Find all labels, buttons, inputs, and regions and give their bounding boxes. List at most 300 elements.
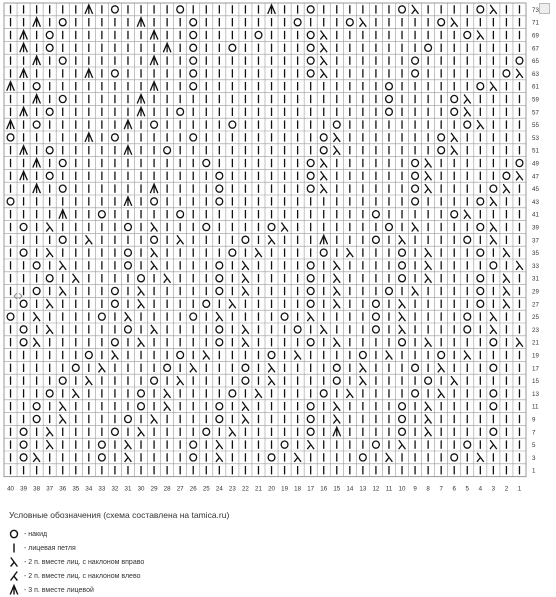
stitch-cell [412, 364, 419, 371]
stitch-cell [412, 70, 419, 77]
expand-handle-icon[interactable]: ‹› [13, 287, 23, 304]
stitch-cell [333, 274, 340, 283]
column-number: 34 [85, 485, 93, 493]
stitch-cell [216, 440, 223, 449]
stitch-cell [373, 300, 380, 307]
stitch-cell [59, 402, 66, 411]
stitch-cell [425, 248, 432, 257]
stitch-cell [516, 69, 523, 78]
stitch-cell [112, 134, 119, 141]
row-number: 35 [532, 250, 539, 258]
stitch-cell [399, 249, 406, 256]
stitch-cell [20, 428, 27, 435]
stitch-cell [216, 312, 223, 321]
stitch-cell [138, 287, 145, 296]
stitch-cell [7, 313, 14, 320]
stitch-cell [373, 326, 380, 333]
stitch-cell [294, 326, 301, 333]
legend-item [8, 527, 47, 541]
row-number: 65 [532, 58, 539, 66]
stitch-cell [425, 427, 432, 436]
stitch-cell [490, 235, 497, 244]
stitch-cell [59, 95, 66, 102]
stitch-cell [307, 57, 314, 64]
stitch-cell [151, 377, 158, 384]
row-number: 13 [532, 390, 539, 398]
stitch-cell [59, 287, 66, 296]
stitch-cell [451, 133, 458, 142]
row-number: 69 [532, 32, 539, 40]
stitch-cell [490, 339, 497, 346]
stitch-cell [503, 287, 510, 296]
stitch-cell [464, 441, 471, 448]
stitch-cell [399, 235, 406, 244]
stitch-cell [490, 325, 497, 334]
stitch-cell [464, 107, 471, 116]
stitch-cell [268, 223, 275, 230]
stitch-cell [307, 275, 314, 282]
stitch-cell [46, 223, 53, 232]
column-number: 14 [346, 485, 354, 493]
stitch-cell [112, 287, 119, 294]
stitch-cell [125, 415, 132, 422]
stitch-cell [151, 261, 158, 270]
stitch-cell [33, 121, 40, 128]
stitch-cell [307, 287, 314, 294]
stitch-cell [46, 275, 53, 282]
stitch-cell [320, 325, 327, 334]
stitch-cell [320, 249, 327, 256]
stitch-cell [425, 171, 432, 180]
stitch-cell [320, 56, 327, 65]
row-number: 7 [532, 429, 536, 437]
row-number: 67 [532, 45, 539, 53]
stitch-cell [20, 223, 27, 230]
stitch-cell [255, 248, 262, 257]
legend-label: - 2 п. вместе лиц. с наклоном влево [24, 572, 141, 580]
stitch-cell [477, 453, 484, 462]
stitch-cell [33, 262, 40, 269]
stitch-cell [477, 6, 484, 13]
stitch-cell [138, 338, 145, 347]
stitch-cell [20, 441, 27, 448]
stitch-cell [255, 389, 262, 398]
stitch-cell [425, 159, 432, 168]
stitch-cell [138, 275, 145, 282]
stitch-cell [125, 326, 132, 333]
stitch-cell [229, 299, 236, 308]
stitch-cell [112, 6, 119, 13]
stitch-cell [307, 172, 314, 179]
column-number: 39 [20, 485, 28, 493]
stitch-cell [7, 120, 15, 129]
stitch-cell [190, 454, 197, 461]
row-number: 31 [532, 275, 539, 283]
stitch-cell [438, 134, 445, 141]
stitch-cell [412, 172, 419, 179]
stitch-cell [477, 300, 484, 307]
row-number: 49 [532, 160, 539, 168]
column-number: 17 [307, 485, 315, 493]
stitch-cell [464, 31, 471, 38]
stitch-cell [451, 108, 458, 115]
stitch-cell [425, 402, 432, 411]
stitch-cell [451, 146, 458, 155]
stitch-cell [46, 172, 53, 179]
stitch-cell [46, 44, 53, 51]
legend-label: - 2 п. вместе лиц. с наклоном вправо [24, 558, 145, 566]
stitch-cell [242, 274, 249, 283]
column-number: 12 [372, 485, 380, 493]
column-number: 19 [281, 485, 289, 493]
stitch-cell [216, 275, 223, 282]
column-number: 1 [517, 485, 522, 493]
stitch-cell [333, 377, 340, 384]
stitch-cell [216, 326, 223, 333]
stitch-cell [125, 453, 132, 462]
stitch-cell [20, 107, 28, 116]
stitch-cell [164, 402, 171, 411]
row-number: 55 [532, 122, 539, 130]
stitch-cell [124, 197, 132, 206]
k2tog-right-icon [8, 555, 20, 569]
stitch-cell [177, 235, 184, 244]
stitch-cell [386, 351, 393, 360]
stitch-cell [242, 364, 249, 371]
row-number: 43 [532, 198, 539, 206]
stitch-cell [33, 184, 41, 193]
stitch-cell [503, 184, 510, 193]
stitch-cell [333, 338, 340, 347]
stitch-cell [359, 351, 366, 358]
row-number: 71 [532, 19, 539, 27]
stitch-cell [490, 5, 497, 14]
stitch-cell [490, 390, 497, 397]
stitch-cell [373, 313, 380, 320]
stitch-cell [177, 211, 184, 218]
stitch-cell [216, 403, 223, 410]
column-number: 5 [465, 485, 470, 493]
stitch-cell [294, 453, 301, 462]
stitch-cell [320, 235, 328, 244]
stitch-cell [399, 299, 406, 308]
stitch-cell [98, 211, 105, 218]
stitch-cell [503, 70, 510, 77]
stitch-cell [438, 147, 445, 154]
stitch-cell [477, 287, 484, 294]
stitch-cell [451, 18, 458, 27]
stitch-cell [503, 274, 510, 283]
stitch-cell [307, 403, 314, 410]
row-number: 23 [532, 326, 539, 334]
column-number: 9 [413, 485, 417, 493]
row-number: 63 [532, 70, 539, 78]
column-number: 29 [150, 485, 158, 493]
stitch-cell [216, 415, 223, 422]
stitch-cell [386, 287, 393, 294]
stitch-cell [20, 326, 27, 333]
stitch-cell [516, 171, 523, 180]
stitch-cell [203, 159, 210, 166]
row-number: 29 [532, 288, 539, 296]
stitch-cell [190, 31, 197, 38]
stitch-cell [451, 376, 458, 385]
stitch-cell [477, 120, 484, 129]
stitch-cell [203, 300, 210, 307]
stitch-cell [229, 44, 236, 51]
stitch-cell [137, 95, 145, 104]
stitch-cell [320, 43, 327, 52]
stitch-cell [112, 351, 119, 360]
column-number: 27 [176, 485, 184, 493]
stitch-cell [399, 262, 406, 269]
stitch-cell [190, 134, 197, 141]
column-number: 2 [504, 485, 509, 493]
stitch-cell [438, 19, 445, 26]
stitch-cell [503, 172, 510, 179]
stitch-cell [307, 31, 314, 38]
stitch-cell [373, 211, 380, 218]
stitch-cell [333, 415, 340, 424]
stitch-cell [46, 440, 53, 449]
stitch-cell [190, 70, 197, 77]
stitch-cell [359, 454, 366, 461]
row-number: 25 [532, 314, 539, 322]
stitch-cell [320, 159, 327, 168]
stitch-cell [150, 31, 158, 40]
legend-item [8, 555, 144, 569]
column-number: 25 [202, 485, 210, 493]
stitch-cell [242, 338, 249, 347]
stitch-cell [203, 351, 210, 360]
stitch-cell [268, 376, 275, 385]
stitch-cell [281, 313, 288, 320]
stitch-cell [464, 236, 471, 243]
stitch-cell [20, 31, 28, 40]
column-number: 22 [241, 485, 249, 493]
yarn-over-icon [8, 527, 20, 541]
stitch-cell [516, 338, 523, 347]
stitch-cell [229, 249, 236, 256]
stitch-cell [7, 134, 14, 141]
row-number: 21 [532, 339, 539, 347]
stitch-cell [72, 364, 79, 371]
stitch-cell [59, 261, 66, 270]
row-number: 5 [532, 442, 536, 450]
row-number: 45 [532, 186, 539, 194]
stitch-cell [490, 364, 497, 371]
stitch-cell [281, 441, 288, 448]
stitch-cell [490, 82, 497, 91]
stitch-cell [138, 299, 145, 308]
stitch-cell [46, 390, 53, 397]
column-number: 38 [33, 485, 41, 493]
column-number: 26 [189, 485, 197, 493]
column-number: 37 [46, 485, 54, 493]
stitch-cell [294, 19, 301, 26]
row-number: 27 [532, 301, 539, 309]
row-number: 41 [532, 211, 539, 219]
column-number: 3 [491, 485, 496, 493]
stitch-cell [59, 210, 67, 219]
column-number: 7 [439, 485, 443, 493]
stitch-cell [451, 211, 458, 218]
stitch-cell [320, 134, 327, 141]
stitch-cell [138, 390, 145, 397]
legend-title: Условные обозначения (схема составлена на tamica.ru) [9, 510, 230, 520]
stitch-cell [33, 95, 41, 104]
stitch-cell [190, 44, 197, 51]
stitch-cell [216, 198, 223, 205]
stitch-cell [438, 363, 445, 372]
stitch-cell [307, 70, 314, 77]
stitch-cell [190, 19, 197, 26]
stitch-cell [333, 121, 340, 128]
column-number: 15 [333, 485, 341, 493]
k3tog-icon [8, 583, 20, 597]
stitch-cell [216, 453, 223, 462]
stitch-cell [20, 146, 28, 155]
stitch-cell [516, 261, 523, 270]
stitch-cell [399, 6, 406, 13]
stitch-cell [164, 147, 171, 154]
column-number: 20 [268, 485, 275, 493]
stitch-cell [85, 133, 93, 142]
stitch-cell [177, 376, 184, 385]
stitch-cell [516, 57, 523, 64]
row-number: 37 [532, 237, 539, 245]
column-number: 18 [294, 485, 302, 493]
row-number: 61 [532, 83, 539, 91]
stitch-cell [399, 440, 406, 449]
stitch-cell [125, 262, 132, 269]
stitch-cell [333, 402, 340, 411]
stitch-cell [320, 184, 327, 193]
stitch-cell [33, 453, 40, 462]
stitch-cell [20, 339, 27, 346]
stitch-cell [242, 236, 249, 243]
stitch-cell [399, 339, 406, 346]
legend-label: - 3 п. вместе лицевой [24, 586, 94, 594]
stitch-cell [307, 44, 314, 51]
stitch-cell [190, 363, 197, 372]
stitch-cell [216, 185, 223, 192]
row-number: 53 [532, 134, 539, 142]
stitch-cell [164, 389, 171, 398]
stitch-cell [399, 403, 406, 410]
stitch-cell [503, 248, 510, 257]
stitch-cell [59, 57, 66, 64]
stitch-cell [425, 338, 432, 347]
stitch-cell [33, 403, 40, 410]
stitch-cell [268, 363, 275, 372]
stitch-cell [333, 261, 340, 270]
stitch-cell [33, 415, 40, 422]
stitch-cell [190, 83, 197, 90]
stitch-cell [85, 351, 92, 358]
stitch-cell [216, 172, 223, 179]
stitch-cell [333, 133, 340, 142]
stitch-cell [333, 427, 341, 436]
stitch-cell [124, 120, 132, 129]
column-number: 33 [98, 485, 106, 493]
stitch-cell [33, 287, 40, 294]
stitch-cell [516, 159, 523, 166]
stitch-cell [137, 18, 145, 27]
stitch-cell [307, 185, 314, 192]
stitch-cell [59, 415, 66, 424]
stitch-cell [464, 210, 471, 219]
row-number: 33 [532, 262, 539, 270]
stitch-cell [177, 6, 184, 13]
stitch-cell [307, 415, 314, 422]
stitch-cell [490, 440, 497, 449]
stitch-cell [216, 339, 223, 346]
row-number: 19 [532, 352, 539, 360]
stitch-cell [112, 428, 119, 435]
stitch-cell [320, 69, 327, 78]
stitch-cell [425, 184, 432, 193]
column-number: 24 [215, 485, 223, 493]
column-number: 4 [478, 485, 483, 493]
stitch-cell [242, 415, 249, 424]
stitch-cell [151, 248, 158, 257]
stitch-cell [59, 159, 66, 166]
stitch-cell [412, 5, 419, 14]
stitch-cell [229, 427, 236, 436]
stitch-cell [477, 275, 484, 282]
stitch-cell [425, 261, 432, 270]
row-number: 59 [532, 96, 539, 104]
stitch-cell [20, 454, 27, 461]
stitch-cell [20, 43, 28, 52]
stitch-cell [490, 185, 497, 192]
stitch-cell [412, 57, 419, 64]
stitch-cell [359, 18, 366, 27]
stitch-cell [490, 312, 497, 321]
stitch-cell [425, 377, 432, 384]
stitch-cell [386, 223, 393, 230]
stitch-cell [98, 313, 105, 320]
stitch-cell [255, 31, 262, 38]
stitch-cell [33, 312, 40, 321]
knit-stitch-icon [8, 541, 20, 555]
stitch-cell [151, 223, 158, 232]
stitch-cell [412, 159, 419, 166]
column-number: 6 [452, 485, 456, 493]
stitch-cell [46, 299, 53, 308]
stitch-cell [373, 236, 380, 243]
stitch-cell [85, 69, 93, 78]
stitch-cell [477, 198, 484, 205]
stitch-cell [151, 121, 158, 128]
stitch-cell [216, 287, 223, 294]
row-number: 39 [532, 224, 539, 232]
stitch-cell [98, 454, 105, 461]
stitch-cell [59, 19, 66, 26]
row-number: 11 [532, 403, 539, 411]
stitch-cell [268, 351, 275, 358]
stitch-cell [151, 415, 158, 424]
stitch-cell [98, 441, 105, 448]
stitch-cell [294, 351, 301, 360]
stitch-cell [20, 69, 28, 78]
stitch-cell [177, 108, 184, 115]
stitch-cell [137, 107, 145, 116]
stitch-cell [20, 249, 27, 256]
stitch-cell [242, 325, 249, 334]
stitch-cell [138, 427, 145, 436]
